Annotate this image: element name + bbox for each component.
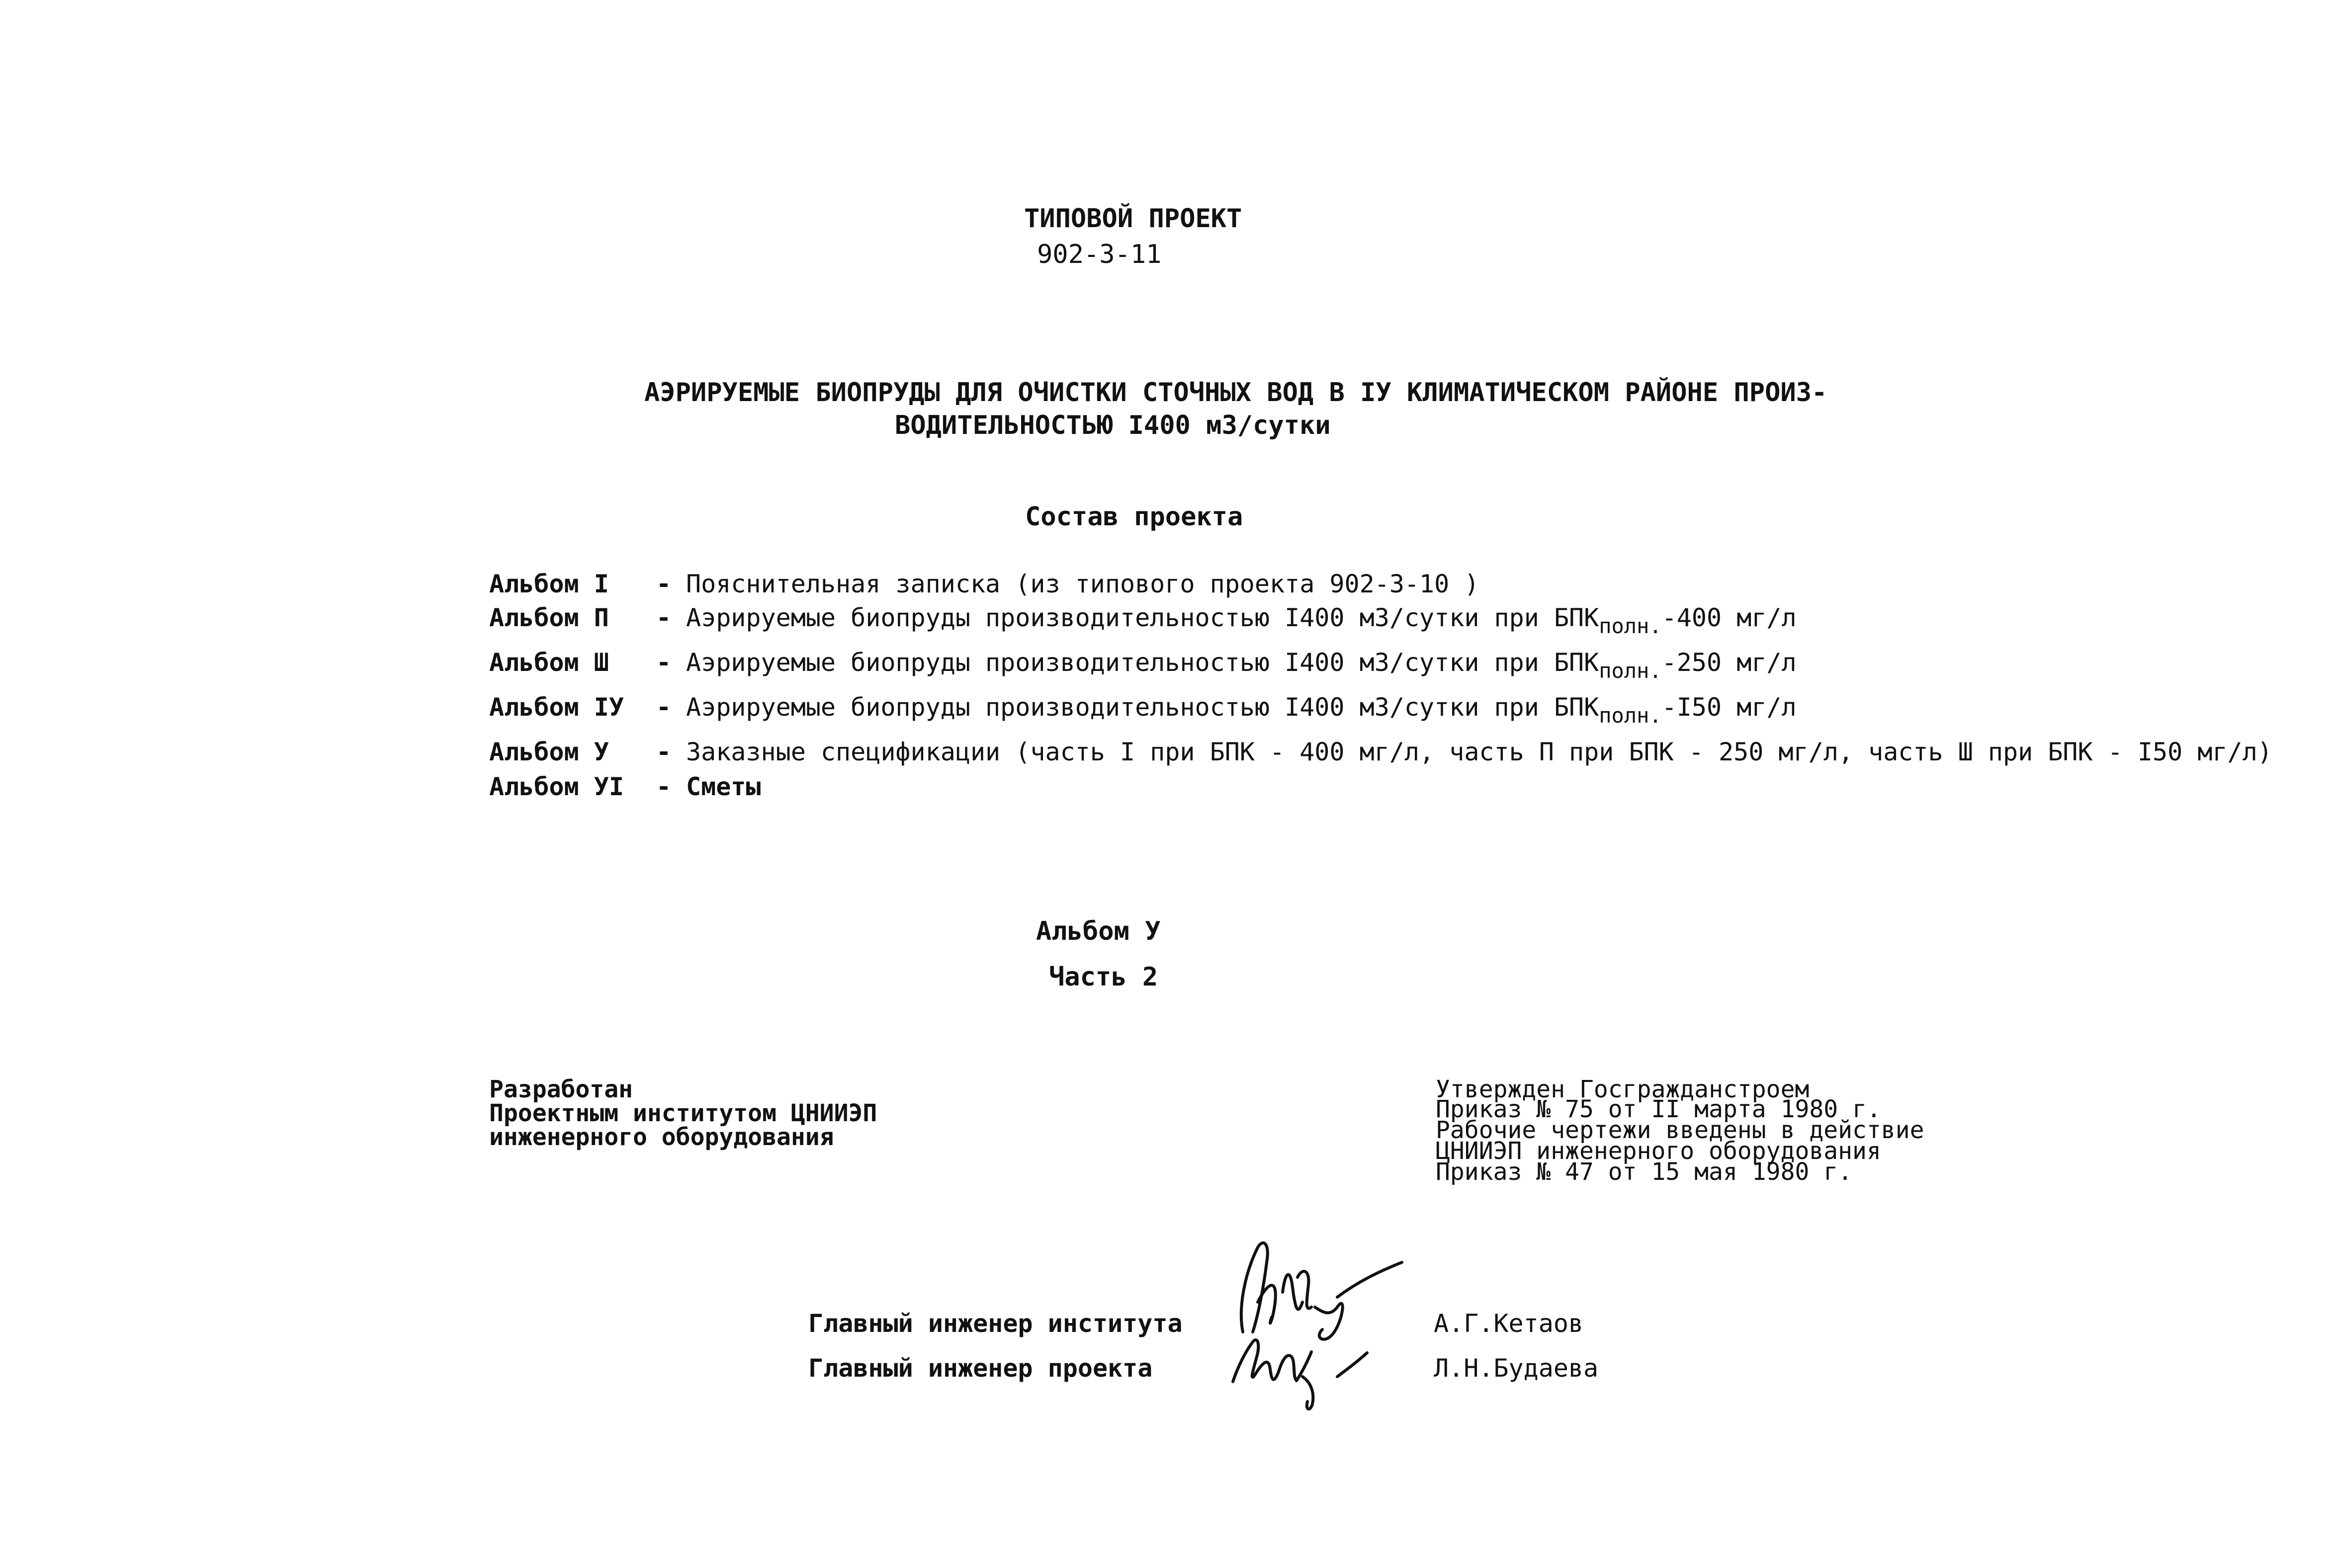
chief-engineer-project-signature xyxy=(1223,1322,1382,1416)
album-label: Альбом I xyxy=(489,570,609,598)
album-label: Альбом IУ xyxy=(489,693,624,722)
album-dash: - xyxy=(656,648,672,677)
title-line-1: АЭРИРУЕМЫЕ БИОПРУДЫ ДЛЯ ОЧИСТКИ СТОЧНЫХ ВОД В IУ КЛИМАТИЧЕСКОМ РАЙОНЕ ПРОИЗ- xyxy=(644,378,1827,408)
signature-role: Главный инженер проекта xyxy=(808,1354,1153,1383)
composition-heading: Состав проекта xyxy=(1025,502,1243,532)
approved-by: Утвержден Госгражданстроем xyxy=(1436,1075,1810,1103)
album-dash: - xyxy=(656,570,672,598)
album-dash: - xyxy=(656,738,672,766)
project-number: 902-3-11 xyxy=(1037,240,1162,269)
album-text: Аэрируемые биопруды производительностью I400 м3/сутки при БПК xyxy=(686,648,1599,677)
developed-by-department: инженерного оборудования xyxy=(489,1123,834,1151)
album-dash: - xyxy=(656,693,672,722)
title-line-2: ВОДИТЕЛЬНОСТЬЮ I400 м3/сутки xyxy=(895,411,1331,440)
album-text: Пояснительная записка (из типового проекта 902-3-10 ) xyxy=(686,570,1479,598)
album-text: Аэрируемые биопруды производительностью I400 м3/сутки при БПК xyxy=(686,693,1599,722)
album-label: Альбом Ш xyxy=(489,648,609,677)
album-label: Альбом УI xyxy=(489,772,624,801)
album-text-group xyxy=(686,648,1797,683)
enactment-note: Рабочие чертежи введены в действие xyxy=(1436,1116,1924,1144)
developed-by-institute: Проектным институтом ЦНИИЭП xyxy=(489,1099,877,1127)
album-dash: - xyxy=(656,772,672,801)
enactment-institute: ЦНИИЭП инженерного оборудования xyxy=(1436,1137,1881,1165)
approval-order: Приказ № 75 от II марта 1980 г. xyxy=(1436,1095,1881,1123)
signature-role: Главный инженер института xyxy=(808,1309,1183,1338)
album-text: Аэрируемые биопруды производительностью I400 м3/сутки при БПК xyxy=(686,603,1599,632)
album-label: Альбом У xyxy=(489,738,609,766)
current-part: Часть 2 xyxy=(1049,962,1158,992)
album-text-group xyxy=(686,603,1797,638)
enactment-order: Приказ № 47 от 15 мая 1980 г. xyxy=(1436,1158,1853,1186)
album-text-group xyxy=(686,693,1797,728)
album-text: Заказные спецификации (часть I при БПК - 400 мг/л, часть П при БПК - 250 мг/л, часть Ш при БПК - I50 мг/л) xyxy=(686,738,2272,766)
album-label: Альбом П xyxy=(489,603,609,632)
album-tail: -I50 мг/л xyxy=(1661,693,1797,722)
project-type: ТИПОВОЙ ПРОЕКТ xyxy=(1024,204,1242,234)
signature-name: Л.Н.Будаева xyxy=(1434,1354,1599,1383)
album-subscript: полн. xyxy=(1599,614,1662,638)
album-tail: -400 мг/л xyxy=(1661,603,1797,632)
album-subscript: полн. xyxy=(1599,703,1662,728)
developed-by-label: Разработан xyxy=(489,1075,633,1103)
current-album: Альбом У xyxy=(1036,916,1161,946)
album-subscript: полн. xyxy=(1599,659,1662,683)
signature-name: А.Г.Кетаов xyxy=(1434,1309,1584,1338)
album-dash: - xyxy=(656,603,672,632)
album-tail: -250 мг/л xyxy=(1661,648,1797,677)
album-text: Сметы xyxy=(686,772,761,801)
